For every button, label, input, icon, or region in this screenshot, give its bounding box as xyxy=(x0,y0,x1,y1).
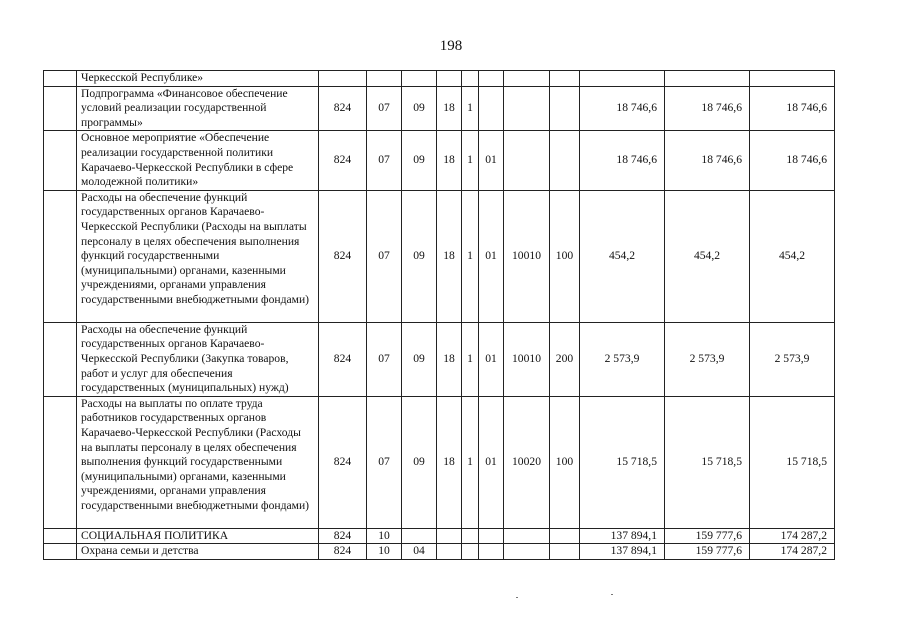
cell-y1: 15 718,5 xyxy=(580,396,665,528)
cell-prog: 18 xyxy=(437,190,462,322)
cell-name: Основное мероприятие «Обеспечение реализации государственной политики Карачаево-Черкесской Республики в сфере молодежной политики» xyxy=(77,131,319,190)
cell-number xyxy=(44,396,77,528)
cell-y1: 137 894,1 xyxy=(580,544,665,560)
cell-dir xyxy=(504,528,550,544)
cell-prog xyxy=(437,528,462,544)
cell-y3: 15 718,5 xyxy=(750,396,835,528)
cell-y2 xyxy=(665,71,750,87)
cell-sub: 1 xyxy=(462,190,479,322)
cell-number xyxy=(44,544,77,560)
cell-pr: 04 xyxy=(402,544,437,560)
cell-rz xyxy=(367,71,402,87)
table-row xyxy=(44,322,835,396)
cell-sub: 1 xyxy=(462,131,479,190)
cell-name: Расходы на обеспечение функций государственных органов Карачаево-Черкесской Республики (Расходы на выплаты персоналу в целях обеспечения выполнения функций государственными (муниципальными) органами, казенными учреждениями, органами управления государственными внебюджетными фондами) xyxy=(77,190,319,322)
cell-pr: 09 xyxy=(402,322,437,396)
cell-vr: 100 xyxy=(550,396,580,528)
scan-speck xyxy=(516,597,518,598)
cell-number xyxy=(44,131,77,190)
cell-prog xyxy=(437,71,462,87)
cell-sub xyxy=(462,528,479,544)
cell-y3: 2 573,9 xyxy=(750,322,835,396)
cell-sub xyxy=(462,544,479,560)
table-row xyxy=(44,131,835,190)
cell-vr: 100 xyxy=(550,190,580,322)
cell-dir xyxy=(504,544,550,560)
cell-sub: 1 xyxy=(462,86,479,131)
table-body xyxy=(44,71,835,560)
scan-speck xyxy=(611,594,613,595)
cell-prog xyxy=(437,544,462,560)
table-row xyxy=(44,544,835,560)
cell-y1: 18 746,6 xyxy=(580,131,665,190)
cell-main xyxy=(479,528,504,544)
cell-ved: 824 xyxy=(319,322,367,396)
cell-dir: 10010 xyxy=(504,322,550,396)
cell-y3: 174 287,2 xyxy=(750,544,835,560)
cell-vr: 200 xyxy=(550,322,580,396)
cell-vr xyxy=(550,528,580,544)
cell-pr: 09 xyxy=(402,86,437,131)
cell-prog: 18 xyxy=(437,322,462,396)
cell-dir xyxy=(504,86,550,131)
cell-number xyxy=(44,322,77,396)
cell-y3: 174 287,2 xyxy=(750,528,835,544)
cell-prog: 18 xyxy=(437,396,462,528)
cell-y1: 2 573,9 xyxy=(580,322,665,396)
cell-number xyxy=(44,71,77,87)
cell-rz: 07 xyxy=(367,131,402,190)
budget-table xyxy=(43,70,835,560)
cell-y3: 454,2 xyxy=(750,190,835,322)
cell-pr: 09 xyxy=(402,131,437,190)
cell-prog: 18 xyxy=(437,131,462,190)
cell-main xyxy=(479,71,504,87)
cell-y2: 2 573,9 xyxy=(665,322,750,396)
cell-y3: 18 746,6 xyxy=(750,131,835,190)
table-row xyxy=(44,528,835,544)
cell-ved: 824 xyxy=(319,131,367,190)
cell-main: 01 xyxy=(479,396,504,528)
cell-main xyxy=(479,544,504,560)
cell-pr xyxy=(402,528,437,544)
cell-ved: 824 xyxy=(319,86,367,131)
cell-main: 01 xyxy=(479,322,504,396)
cell-dir: 10020 xyxy=(504,396,550,528)
cell-rz: 07 xyxy=(367,322,402,396)
cell-y2: 15 718,5 xyxy=(665,396,750,528)
cell-number xyxy=(44,528,77,544)
cell-y2: 454,2 xyxy=(665,190,750,322)
cell-y3 xyxy=(750,71,835,87)
cell-rz: 10 xyxy=(367,528,402,544)
cell-number xyxy=(44,190,77,322)
table-row xyxy=(44,396,835,528)
cell-sub: 1 xyxy=(462,396,479,528)
cell-y2: 18 746,6 xyxy=(665,86,750,131)
cell-y1 xyxy=(580,71,665,87)
cell-vr xyxy=(550,71,580,87)
cell-vr xyxy=(550,544,580,560)
table-row xyxy=(44,86,835,131)
page-number: 198 xyxy=(439,38,463,54)
cell-ved: 824 xyxy=(319,544,367,560)
cell-vr xyxy=(550,131,580,190)
cell-sub: 1 xyxy=(462,322,479,396)
cell-main: 01 xyxy=(479,190,504,322)
cell-sub xyxy=(462,71,479,87)
cell-ved xyxy=(319,71,367,87)
cell-name: Подпрограмма «Финансовое обеспечение условий реализации государственной программы» xyxy=(77,86,319,131)
cell-ved: 824 xyxy=(319,190,367,322)
cell-y3: 18 746,6 xyxy=(750,86,835,131)
cell-y2: 159 777,6 xyxy=(665,544,750,560)
cell-name: Черкесской Республике» xyxy=(77,71,319,87)
cell-y1: 454,2 xyxy=(580,190,665,322)
cell-ved: 824 xyxy=(319,396,367,528)
cell-name: Расходы на обеспечение функций государственных органов Карачаево-Черкесской Республики (Закупка товаров, работ и услуг для обеспечения государственных (муниципальных) нужд) xyxy=(77,322,319,396)
cell-rz: 07 xyxy=(367,396,402,528)
cell-name: Расходы на выплаты по оплате труда работников государственных органов Карачаево-Черкесской Республики (Расходы на выплаты персоналу в целях обеспечения выполнения функций государственными (муниципальными) органами, казенными учреждениями, органами управления государственными внебюджетными фондами) xyxy=(77,396,319,528)
cell-ved: 824 xyxy=(319,528,367,544)
cell-rz: 10 xyxy=(367,544,402,560)
cell-main: 01 xyxy=(479,131,504,190)
cell-number xyxy=(44,86,77,131)
table-row xyxy=(44,71,835,87)
cell-dir xyxy=(504,131,550,190)
cell-vr xyxy=(550,86,580,131)
cell-y1: 137 894,1 xyxy=(580,528,665,544)
cell-prog: 18 xyxy=(437,86,462,131)
cell-y2: 18 746,6 xyxy=(665,131,750,190)
cell-pr: 09 xyxy=(402,396,437,528)
cell-main xyxy=(479,86,504,131)
cell-rz: 07 xyxy=(367,190,402,322)
cell-dir: 10010 xyxy=(504,190,550,322)
cell-dir xyxy=(504,71,550,87)
cell-y1: 18 746,6 xyxy=(580,86,665,131)
cell-name: СОЦИАЛЬНАЯ ПОЛИТИКА xyxy=(77,528,319,544)
cell-pr: 09 xyxy=(402,190,437,322)
cell-pr xyxy=(402,71,437,87)
cell-y2: 159 777,6 xyxy=(665,528,750,544)
table-row xyxy=(44,190,835,322)
cell-name: Охрана семьи и детства xyxy=(77,544,319,560)
cell-rz: 07 xyxy=(367,86,402,131)
